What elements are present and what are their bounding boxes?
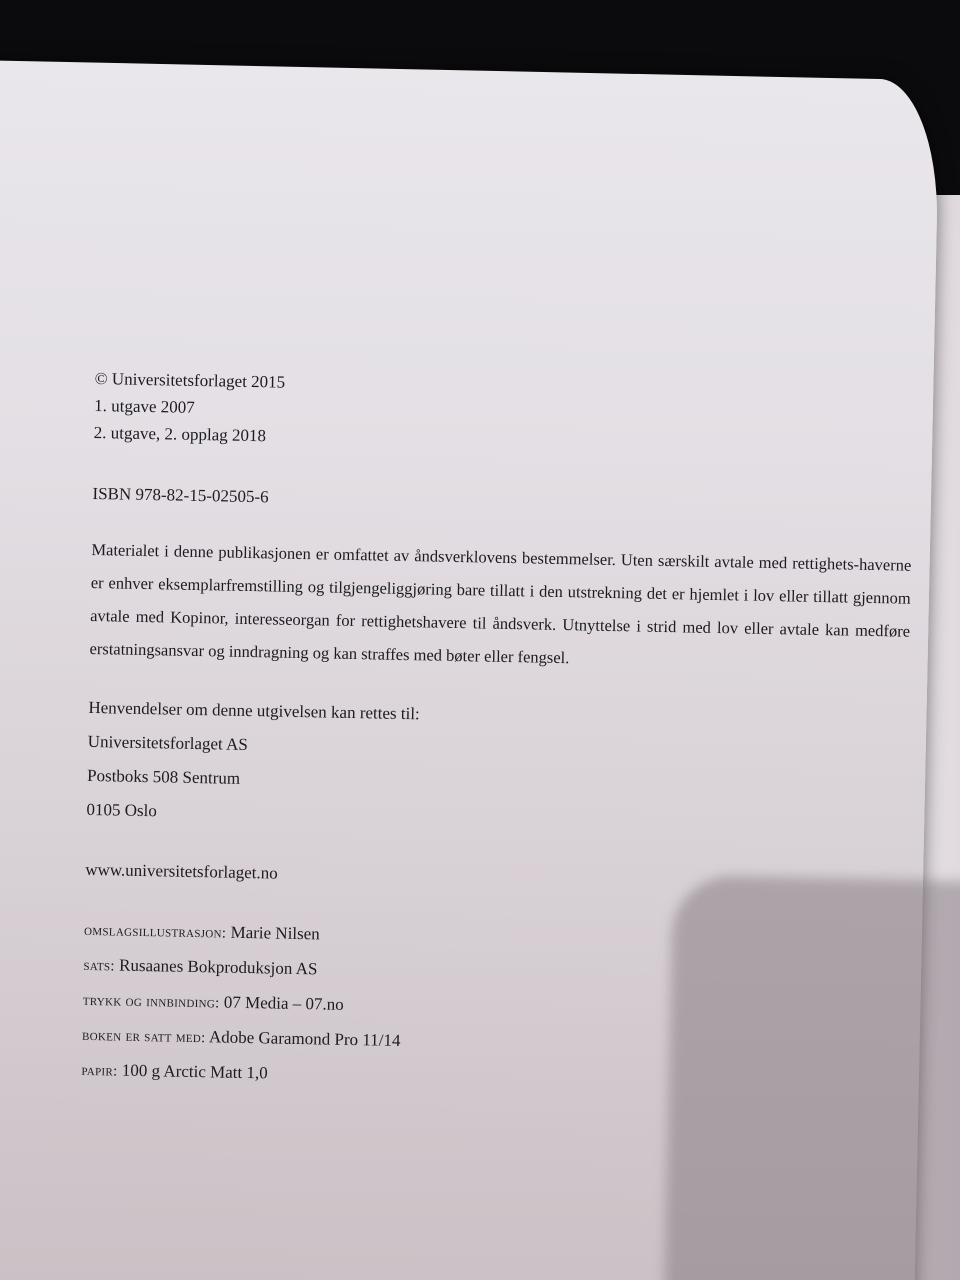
credit-label: papir: [81, 1062, 118, 1080]
isbn-line: ISBN 978-82-15-02505-6 [92, 483, 269, 507]
credit-label: sats: [83, 957, 115, 975]
publisher-postbox: Postboks 508 Sentrum [86, 765, 241, 788]
credit-value: Rusaanes Bokproduksjon AS [114, 955, 318, 979]
rights-paragraph: Materialet i denne publikasjonen er omfattet av åndsverklovens bestemmelser. Uten særskilt avtale med rettighets-haverne er enhver eksemplarfremstilling og tilgjengeliggjøring bare tillatt i den utstrekning det er hjemlet i lov eller tillatt gjennom avtale med Kopinor, interesseorgan for rettighetshavere til åndsverk. Utnyttelse i strid med lov eller avtale kan medføre erstatningsansvar og inndragning og kan straffes med bøter eller fengsel. [89, 539, 912, 668]
credit-value: 100 g Arctic Matt 1,0 [117, 1060, 268, 1083]
website-line: www.universitetsforlaget.no [85, 859, 278, 883]
copyright-line: © Universitetsforlaget 2015 [94, 368, 286, 392]
publisher-city: 0105 Oslo [86, 799, 158, 821]
credit-label: omslagsillustrasjon: [83, 922, 227, 942]
credit-value: 07 Media – 07.no [219, 992, 344, 1014]
first-edition-line: 1. utgave 2007 [94, 395, 195, 417]
publisher-name: Universitetsforlaget AS [87, 731, 248, 755]
show-through-text [370, 345, 377, 370]
credit-label: boken er satt med: [81, 1027, 206, 1047]
colophon [81, 365, 925, 1104]
credit-label: trykk og innbinding: [82, 992, 220, 1012]
credit-value: Marie Nilsen [226, 922, 320, 944]
contact-intro: Henvendelser om denne utgivelsen kan rettes til: [88, 697, 420, 724]
credit-value: Adobe Garamond Pro 11/14 [205, 1027, 401, 1050]
second-edition-line: 2. utgave, 2. opplag 2018 [93, 422, 267, 446]
